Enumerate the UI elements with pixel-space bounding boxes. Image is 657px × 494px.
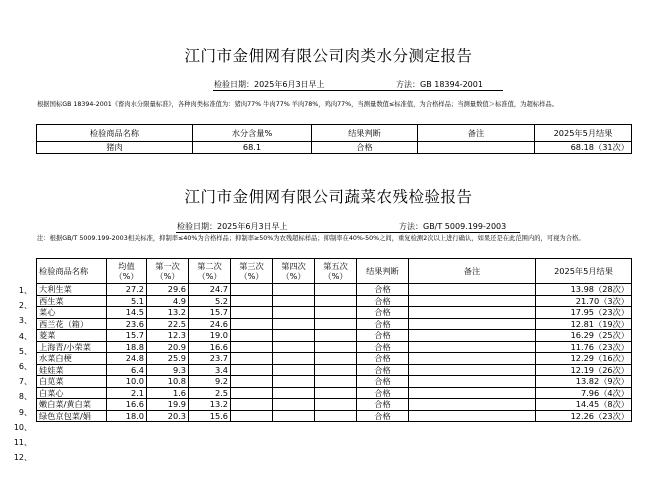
- veg-header-result: 结果判断: [357, 259, 409, 284]
- veg-row-number: 4、: [18, 331, 32, 341]
- veg-item-test4: [273, 353, 315, 365]
- veg-header-test5: 第五次（%）: [315, 259, 357, 284]
- veg-item-name: 水菜白梗: [37, 353, 107, 365]
- veg-item-prev: 14.45（8次）: [536, 399, 632, 411]
- veg-item-test1: 4.9: [147, 295, 189, 307]
- veg-item-result: 合格: [357, 387, 409, 399]
- veg-item-result: 合格: [357, 376, 409, 388]
- veg-header-test1: 第一次（%）: [147, 259, 189, 284]
- veg-row-number: 10、: [13, 422, 32, 432]
- veg-row-number: 5、: [18, 346, 32, 356]
- veg-item-avg: 23.6: [107, 318, 147, 330]
- meat-item-prev: 68.18（31次）: [535, 142, 632, 154]
- veg-row-number: 6、: [18, 362, 32, 371]
- meat-item-value: 68.1: [193, 142, 312, 154]
- veg-item-test5: [315, 295, 357, 307]
- veg-method: 方法：GB/T 5009.199-2003: [399, 222, 507, 231]
- meat-table-row: [37, 142, 632, 154]
- veg-item-test3: [231, 284, 273, 296]
- veg-item-result: 合格: [357, 318, 409, 330]
- veg-item-name: 菜心: [37, 307, 107, 319]
- veg-item-test2: 9.2: [189, 376, 231, 388]
- veg-item-test4: [273, 376, 315, 388]
- veg-item-test1: 12.3: [147, 330, 189, 342]
- veg-report-title: 江门市金佣网有限公司蔬菜农残检验报告: [184, 188, 473, 206]
- veg-standard-note: 注：根据GB/T 5009.199-2003相关标准，抑制率≤40%为合格样品；抑制率≥50%为农残超标样品；抑制率在40%-50%之间，重复检测2次以上进行确认，如果还是在此范围内的，可视为合格。: [37, 235, 585, 242]
- veg-item-result: 合格: [357, 330, 409, 342]
- veg-item-test4: [273, 318, 315, 330]
- veg-inspection-date: 检验日期：2025年6月3日早上: [177, 222, 288, 231]
- veg-item-test3: [231, 410, 273, 422]
- meat-standard-note: 根据国标GB 18394-2001《畜肉水分限量标准》，各种肉类标准值为：猪肉77% 牛肉77% 羊肉78%，鸡肉77%，当测量数值≤标准值，为合格样品；当测量数值＞标准值，为超标样品。: [37, 101, 558, 108]
- veg-item-prev: 16.29（25次）: [536, 330, 632, 342]
- veg-item-remark: [409, 376, 536, 388]
- veg-row-number: 9、: [18, 407, 32, 417]
- veg-item-test4: [273, 284, 315, 296]
- veg-item-test1: 22.5: [147, 318, 189, 330]
- veg-table-row: [37, 399, 632, 411]
- veg-item-prev: 11.76（23次）: [536, 341, 632, 353]
- meat-item-remark: [418, 142, 535, 154]
- veg-item-remark: [409, 387, 536, 399]
- veg-item-test4: [273, 387, 315, 399]
- veg-row-number: 12、: [13, 453, 32, 463]
- veg-item-test3: [231, 387, 273, 399]
- veg-item-result: 合格: [357, 295, 409, 307]
- veg-item-avg: 27.2: [107, 284, 147, 296]
- veg-item-prev: 17.95（23次）: [536, 307, 632, 319]
- veg-table-row: [37, 387, 632, 399]
- veg-item-test2: 2.5: [189, 387, 231, 399]
- veg-item-remark: [409, 330, 536, 342]
- veg-item-avg: 18.8: [107, 341, 147, 353]
- veg-item-result: 合格: [357, 341, 409, 353]
- veg-item-name: 西兰花（箱）: [37, 318, 107, 330]
- veg-item-test1: 20.9: [147, 341, 189, 353]
- veg-header-test2: 第二次（%）: [189, 259, 231, 284]
- veg-item-test4: [273, 410, 315, 422]
- veg-item-test2: 16.6: [189, 341, 231, 353]
- veg-item-test2: 5.2: [189, 295, 231, 307]
- meat-header-prev: 2025年5月结果: [535, 125, 632, 142]
- veg-item-test2: 23.7: [189, 353, 231, 365]
- meat-header-result: 结果判断: [312, 125, 418, 142]
- veg-item-test5: [315, 410, 357, 422]
- meat-item-name: 猪肉: [37, 142, 193, 154]
- veg-item-avg: 15.7: [107, 330, 147, 342]
- veg-item-result: 合格: [357, 399, 409, 411]
- veg-table-row: [37, 376, 632, 388]
- veg-item-test2: 19.0: [189, 330, 231, 342]
- veg-item-remark: [409, 284, 536, 296]
- veg-row-number: 7、: [18, 377, 32, 387]
- veg-item-avg: 18.0: [107, 410, 147, 422]
- veg-table-row: [37, 318, 632, 330]
- veg-item-name: 娃娃菜: [37, 364, 107, 376]
- veg-item-name: 绿色京包菜/娟: [37, 410, 107, 422]
- veg-table-row: [37, 330, 632, 342]
- veg-item-test2: 13.2: [189, 399, 231, 411]
- veg-item-test2: 24.6: [189, 318, 231, 330]
- veg-header-name: 检验商品名称: [37, 259, 107, 284]
- veg-item-name: 菱菜: [37, 330, 107, 342]
- meat-header-remark: 备注: [418, 125, 535, 142]
- veg-item-remark: [409, 410, 536, 422]
- veg-item-result: 合格: [357, 410, 409, 422]
- meat-table-header: [37, 125, 632, 142]
- veg-item-test5: [315, 318, 357, 330]
- veg-item-test1: 9.3: [147, 364, 189, 376]
- veg-item-test1: 10.8: [147, 376, 189, 388]
- veg-item-result: 合格: [357, 353, 409, 365]
- veg-table-header: [37, 259, 632, 284]
- veg-item-test3: [231, 330, 273, 342]
- veg-item-test4: [273, 364, 315, 376]
- veg-item-test4: [273, 399, 315, 411]
- veg-item-test3: [231, 399, 273, 411]
- veg-item-name: 西生菜: [37, 295, 107, 307]
- veg-item-test5: [315, 341, 357, 353]
- veg-header-test4: 第四次（%）: [273, 259, 315, 284]
- veg-row-number: 11、: [13, 438, 32, 447]
- veg-item-name: 嫩白菜/黄白菜: [37, 399, 107, 411]
- veg-item-test2: 3.4: [189, 364, 231, 376]
- veg-item-prev: 12.29（16次）: [536, 353, 632, 365]
- veg-item-test2: 15.6: [189, 410, 231, 422]
- veg-item-test1: 19.9: [147, 399, 189, 411]
- veg-item-test5: [315, 376, 357, 388]
- veg-item-name: 白苋菜: [37, 376, 107, 388]
- veg-item-test4: [273, 295, 315, 307]
- veg-item-result: 合格: [357, 364, 409, 376]
- veg-item-avg: 5.1: [107, 295, 147, 307]
- meat-header-moisture: 水分含量%: [193, 125, 312, 142]
- veg-item-prev: 21.70（3次）: [536, 295, 632, 307]
- veg-item-avg: 2.1: [107, 387, 147, 399]
- veg-table-row: [37, 341, 632, 353]
- veg-table-row: [37, 307, 632, 319]
- veg-item-remark: [409, 341, 536, 353]
- veg-item-test4: [273, 341, 315, 353]
- veg-table-row: [37, 364, 632, 376]
- veg-item-avg: 6.4: [107, 364, 147, 376]
- veg-item-test5: [315, 307, 357, 319]
- meat-item-result: 合格: [312, 142, 418, 154]
- veg-item-avg: 24.8: [107, 353, 147, 365]
- veg-row-number: 2、: [18, 301, 32, 311]
- veg-item-test1: 20.3: [147, 410, 189, 422]
- veg-item-prev: 12.19（26次）: [536, 364, 632, 376]
- veg-header-avg: 均值（%）: [107, 259, 147, 284]
- veg-item-test1: 29.6: [147, 284, 189, 296]
- veg-item-remark: [409, 318, 536, 330]
- veg-item-test5: [315, 353, 357, 365]
- veg-item-test5: [315, 387, 357, 399]
- veg-item-prev: 12.26（23次）: [536, 410, 632, 422]
- veg-row-number: 8、: [18, 392, 32, 402]
- veg-item-test1: 25.9: [147, 353, 189, 365]
- veg-item-remark: [409, 307, 536, 319]
- veg-item-remark: [409, 364, 536, 376]
- veg-item-test3: [231, 376, 273, 388]
- veg-table-row: [37, 295, 632, 307]
- meat-report-title: 江门市金佣网有限公司肉类水分测定报告: [184, 47, 473, 65]
- veg-item-result: 合格: [357, 284, 409, 296]
- veg-item-prev: 13.98（28次）: [536, 284, 632, 296]
- veg-item-test2: 15.7: [189, 307, 231, 319]
- meat-method: 方法：GB 18394-2001: [396, 80, 483, 89]
- veg-item-name: 大利生菜: [37, 284, 107, 296]
- veg-item-remark: [409, 353, 536, 365]
- veg-header-remark: 备注: [409, 259, 536, 284]
- veg-header-prev: 2025年5月结果: [536, 259, 632, 284]
- veg-item-avg: 10.0: [107, 376, 147, 388]
- veg-item-avg: 14.5: [107, 307, 147, 319]
- veg-table-row: [37, 284, 632, 296]
- meat-inspection-date: 检验日期：2025年6月3日早上: [214, 80, 325, 89]
- veg-item-name: 白菜心: [37, 387, 107, 399]
- veg-item-prev: 13.82（9次）: [536, 376, 632, 388]
- veg-item-result: 合格: [357, 307, 409, 319]
- veg-item-test3: [231, 295, 273, 307]
- veg-row-number: 3、: [18, 316, 32, 326]
- veg-item-test5: [315, 364, 357, 376]
- veg-item-test5: [315, 399, 357, 411]
- veg-item-test5: [315, 284, 357, 296]
- veg-item-test3: [231, 353, 273, 365]
- veg-item-test4: [273, 330, 315, 342]
- veg-item-test3: [231, 307, 273, 319]
- veg-item-test2: 24.7: [189, 284, 231, 296]
- veg-item-test1: 1.6: [147, 387, 189, 399]
- meat-header-name: 检验商品名称: [37, 125, 193, 142]
- veg-item-test5: [315, 330, 357, 342]
- veg-item-avg: 16.6: [107, 399, 147, 411]
- veg-item-prev: 7.96（4次）: [536, 387, 632, 399]
- veg-item-name: 上海青/小荣菜: [37, 341, 107, 353]
- veg-item-test3: [231, 318, 273, 330]
- veg-item-test4: [273, 307, 315, 319]
- veg-item-remark: [409, 399, 536, 411]
- veg-item-test3: [231, 341, 273, 353]
- veg-item-prev: 12.81（19次）: [536, 318, 632, 330]
- veg-result-table: [36, 258, 632, 422]
- veg-table-row: [37, 410, 632, 422]
- veg-item-test3: [231, 364, 273, 376]
- veg-header-test3: 第三次（%）: [231, 259, 273, 284]
- veg-row-number: 1、: [18, 286, 32, 295]
- veg-item-test1: 13.2: [147, 307, 189, 319]
- veg-table-row: [37, 353, 632, 365]
- veg-item-remark: [409, 295, 536, 307]
- meat-result-table: [36, 124, 632, 154]
